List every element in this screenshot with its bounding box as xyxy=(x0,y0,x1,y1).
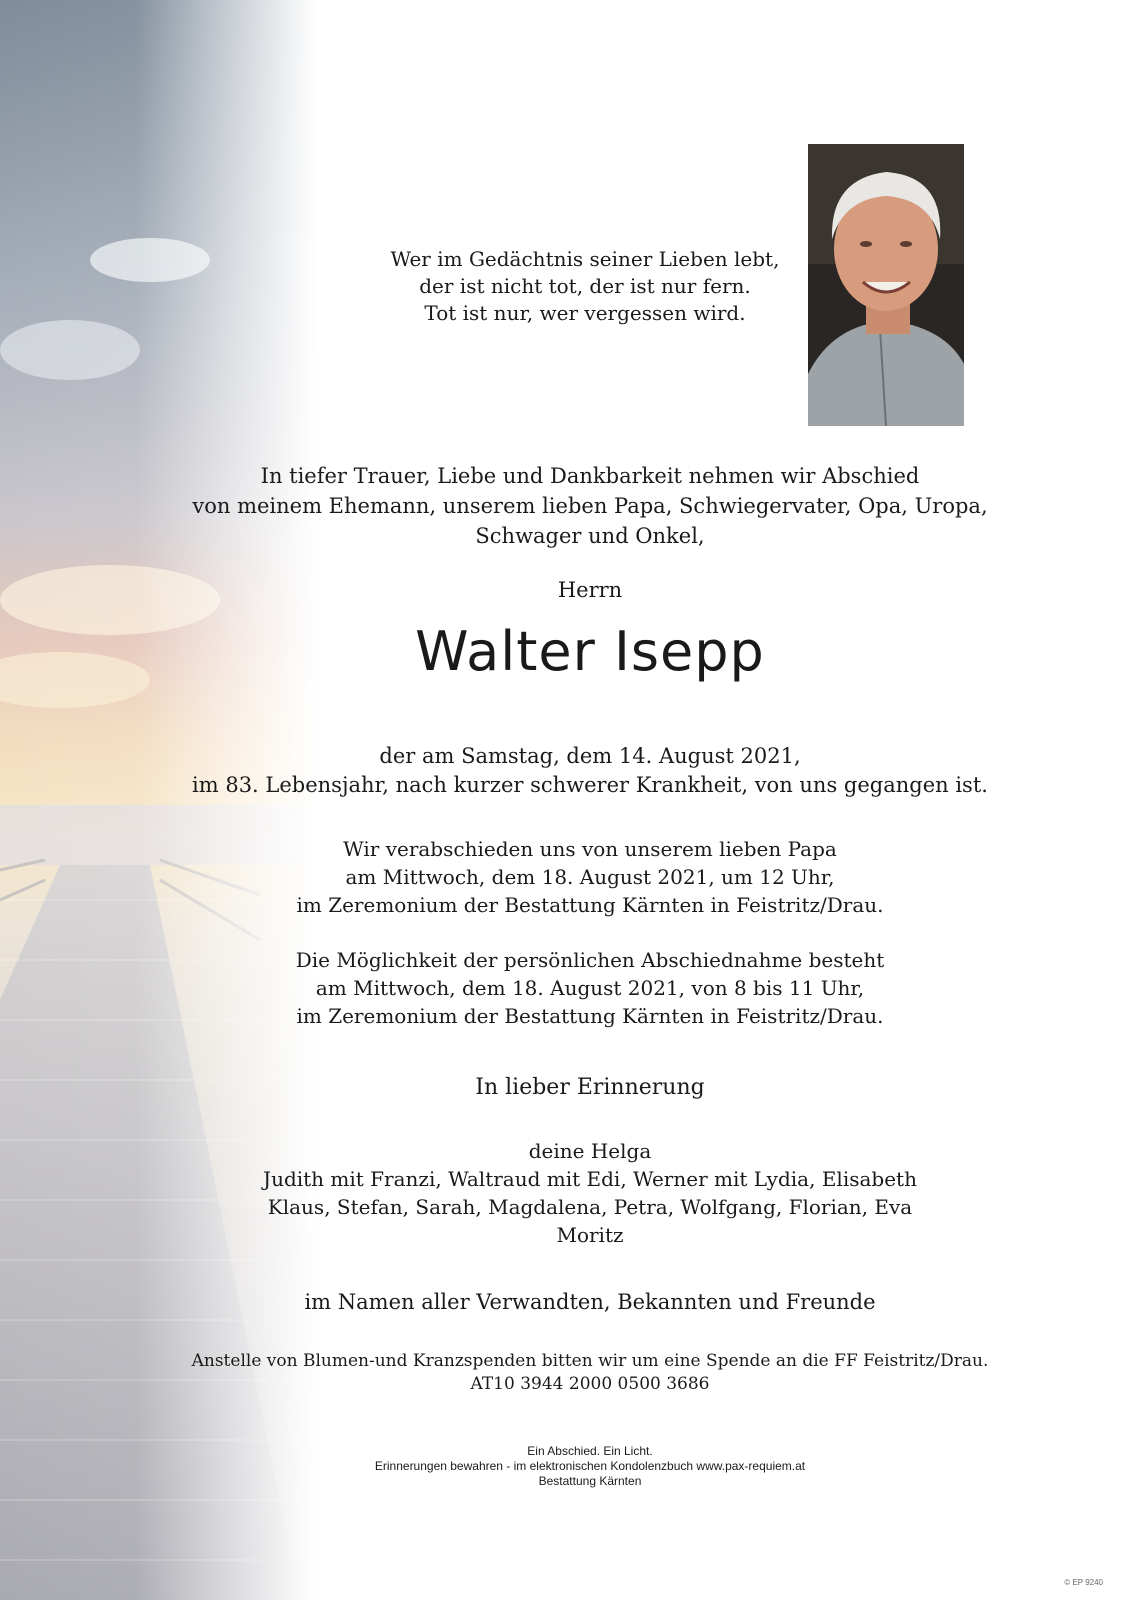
death-line: im 83. Lebensjahr, nach kurzer schwerer Krankheit, von uns gegangen ist. xyxy=(192,773,988,797)
closing-phrase: In lieber Erinnerung xyxy=(475,1075,705,1100)
death-line: der am Samstag, dem 14. August 2021, xyxy=(379,744,801,768)
death-notice xyxy=(160,742,1020,800)
verse-line: Wer im Gedächtnis seiner Lieben lebt, xyxy=(390,247,780,271)
donation-line: Anstelle von Blumen-und Kranzspenden bitten wir um eine Spende an die FF Feistritz/Drau. xyxy=(191,1351,989,1371)
viewing-line: Die Möglichkeit der persönlichen Abschiednahme besteht xyxy=(295,948,885,972)
salutation: Herrn xyxy=(557,578,623,602)
viewing-details xyxy=(160,946,1020,1030)
family-members xyxy=(160,1137,1020,1249)
footer-line: Ein Abschied. Ein Licht. xyxy=(527,1444,653,1458)
funeral-line: im Zeremonium der Bestattung Kärnten in Feistritz/Drau. xyxy=(296,893,884,917)
family-line: Judith mit Franzi, Waltraud mit Edi, Werner mit Lydia, Elisabeth xyxy=(263,1167,917,1191)
viewing-line: im Zeremonium der Bestattung Kärnten in Feistritz/Drau. xyxy=(296,1004,884,1028)
footer-line: Erinnerungen bewahren - im elektronischen Kondolenzbuch www.pax-requiem.at xyxy=(374,1459,806,1473)
deceased-name: Walter Isepp xyxy=(415,620,765,683)
mourning-introduction xyxy=(120,461,1060,551)
memorial-verse xyxy=(275,246,895,327)
verse-line: Tot ist nur, wer vergessen wird. xyxy=(424,301,746,325)
iban: AT10 3944 2000 0500 3686 xyxy=(470,1374,710,1394)
relatives-note: im Namen aller Verwandten, Bekannten und Freunde xyxy=(304,1290,876,1314)
funeral-line: Wir verabschieden uns von unserem lieben Papa xyxy=(343,837,837,861)
family-line: Moritz xyxy=(556,1223,624,1247)
family-line: Klaus, Stefan, Sarah, Magdalena, Petra, Wolfgang, Florian, Eva xyxy=(267,1195,913,1219)
funeral-line: am Mittwoch, dem 18. August 2021, um 12 Uhr, xyxy=(345,865,835,889)
footer-line: Bestattung Kärnten xyxy=(538,1474,642,1488)
family-line: deine Helga xyxy=(528,1139,652,1163)
intro-line: Schwager und Onkel, xyxy=(475,524,705,548)
funeral-details xyxy=(160,835,1020,919)
footer xyxy=(260,1444,920,1489)
verse-line: der ist nicht tot, der ist nur fern. xyxy=(419,274,751,298)
donation-request xyxy=(120,1350,1060,1396)
viewing-line: am Mittwoch, dem 18. August 2021, von 8 bis 11 Uhr, xyxy=(315,976,865,1000)
print-code: © EP 9240 xyxy=(1064,1578,1103,1587)
intro-line: von meinem Ehemann, unserem lieben Papa, Schwiegervater, Opa, Uropa, xyxy=(192,494,988,518)
intro-line: In tiefer Trauer, Liebe und Dankbarkeit nehmen wir Abschied xyxy=(260,464,920,488)
